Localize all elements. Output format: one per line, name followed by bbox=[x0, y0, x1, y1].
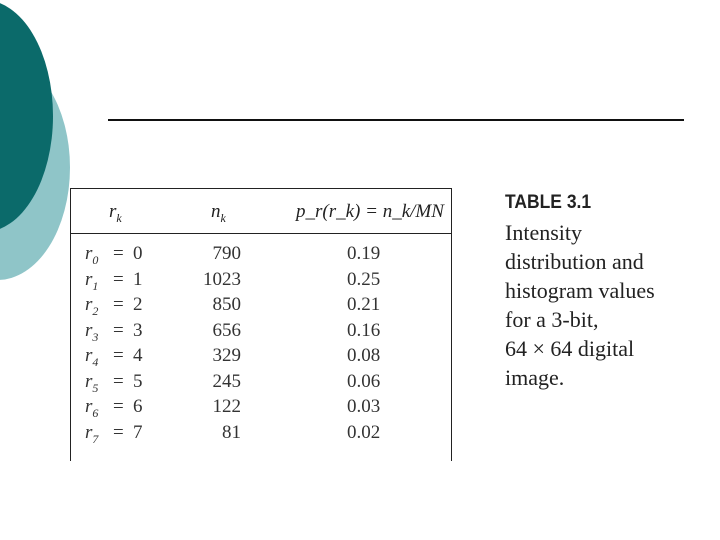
cell-pr: 0.08 bbox=[347, 345, 381, 366]
cell-pr: 0.03 bbox=[347, 396, 381, 417]
histogram-table bbox=[70, 188, 452, 461]
cell-nk: 850 bbox=[212, 294, 241, 315]
table-row bbox=[71, 345, 451, 371]
table-header bbox=[71, 189, 451, 234]
cell-val: 2 bbox=[133, 294, 143, 315]
cell-val: 5 bbox=[133, 370, 143, 392]
cell-pr: 0.21 bbox=[347, 294, 381, 315]
cell-r: $r_4$ bbox=[85, 345, 99, 369]
table-row bbox=[71, 320, 451, 346]
cell-eq: = bbox=[113, 243, 124, 264]
caption-text bbox=[505, 218, 705, 392]
table-row bbox=[71, 269, 451, 295]
cell-nk: 790 bbox=[212, 243, 241, 264]
title-rule bbox=[108, 119, 684, 121]
cell-pr: 0.02 bbox=[347, 421, 381, 443]
cell-eq: = bbox=[113, 319, 124, 341]
cell-val: 1 bbox=[133, 268, 143, 290]
cell-nk: 81 bbox=[222, 421, 241, 443]
table-body bbox=[71, 243, 451, 447]
cell-r: $r_7$ bbox=[85, 421, 99, 446]
cell-nk: 1023 bbox=[203, 268, 241, 290]
cell-r: $r_5$ bbox=[85, 370, 99, 395]
cell-val: 6 bbox=[133, 396, 143, 417]
cell-eq: = bbox=[113, 268, 124, 290]
cell-val: 3 bbox=[133, 319, 143, 341]
table-row bbox=[71, 243, 451, 269]
table-row bbox=[71, 294, 451, 320]
table-row bbox=[71, 396, 451, 422]
caption-title: TABLE 3.1 bbox=[505, 192, 592, 213]
header-pr: p_r(r_k) = n_k/MN bbox=[296, 201, 444, 222]
header-rk: $r_k$ bbox=[109, 201, 122, 225]
cell-val: 0 bbox=[133, 243, 143, 264]
cell-pr: 0.06 bbox=[347, 370, 381, 392]
cell-r: $r_1$ bbox=[85, 268, 99, 293]
caption-line: Intensity bbox=[505, 220, 582, 245]
cell-eq: = bbox=[113, 396, 124, 417]
header-nk: $n_k$ bbox=[211, 201, 226, 225]
caption-line: 64 × 64 digital bbox=[505, 336, 635, 361]
cell-val: 7 bbox=[133, 421, 143, 443]
table-row bbox=[71, 422, 451, 448]
cell-r: $r_6$ bbox=[85, 396, 99, 420]
cell-eq: = bbox=[113, 345, 124, 366]
caption-line: for a 3-bit, bbox=[505, 307, 599, 332]
cell-nk: 656 bbox=[212, 319, 241, 341]
cell-r: $r_0$ bbox=[85, 243, 99, 267]
table-row bbox=[71, 371, 451, 397]
cell-nk: 245 bbox=[212, 370, 241, 392]
cell-nk: 329 bbox=[212, 345, 241, 366]
caption-line: image. bbox=[505, 365, 565, 390]
cell-nk: 122 bbox=[212, 396, 241, 417]
cell-pr: 0.25 bbox=[347, 268, 381, 290]
cell-pr: 0.19 bbox=[347, 243, 381, 264]
cell-val: 4 bbox=[133, 345, 143, 366]
caption-line: histogram values bbox=[505, 278, 655, 303]
table-caption bbox=[505, 192, 705, 392]
cell-r: $r_2$ bbox=[85, 294, 99, 318]
cell-eq: = bbox=[113, 370, 124, 392]
caption-line: distribution and bbox=[505, 249, 644, 274]
cell-eq: = bbox=[113, 294, 124, 315]
cell-pr: 0.16 bbox=[347, 319, 381, 341]
cell-eq: = bbox=[113, 421, 124, 443]
cell-r: $r_3$ bbox=[85, 319, 99, 344]
